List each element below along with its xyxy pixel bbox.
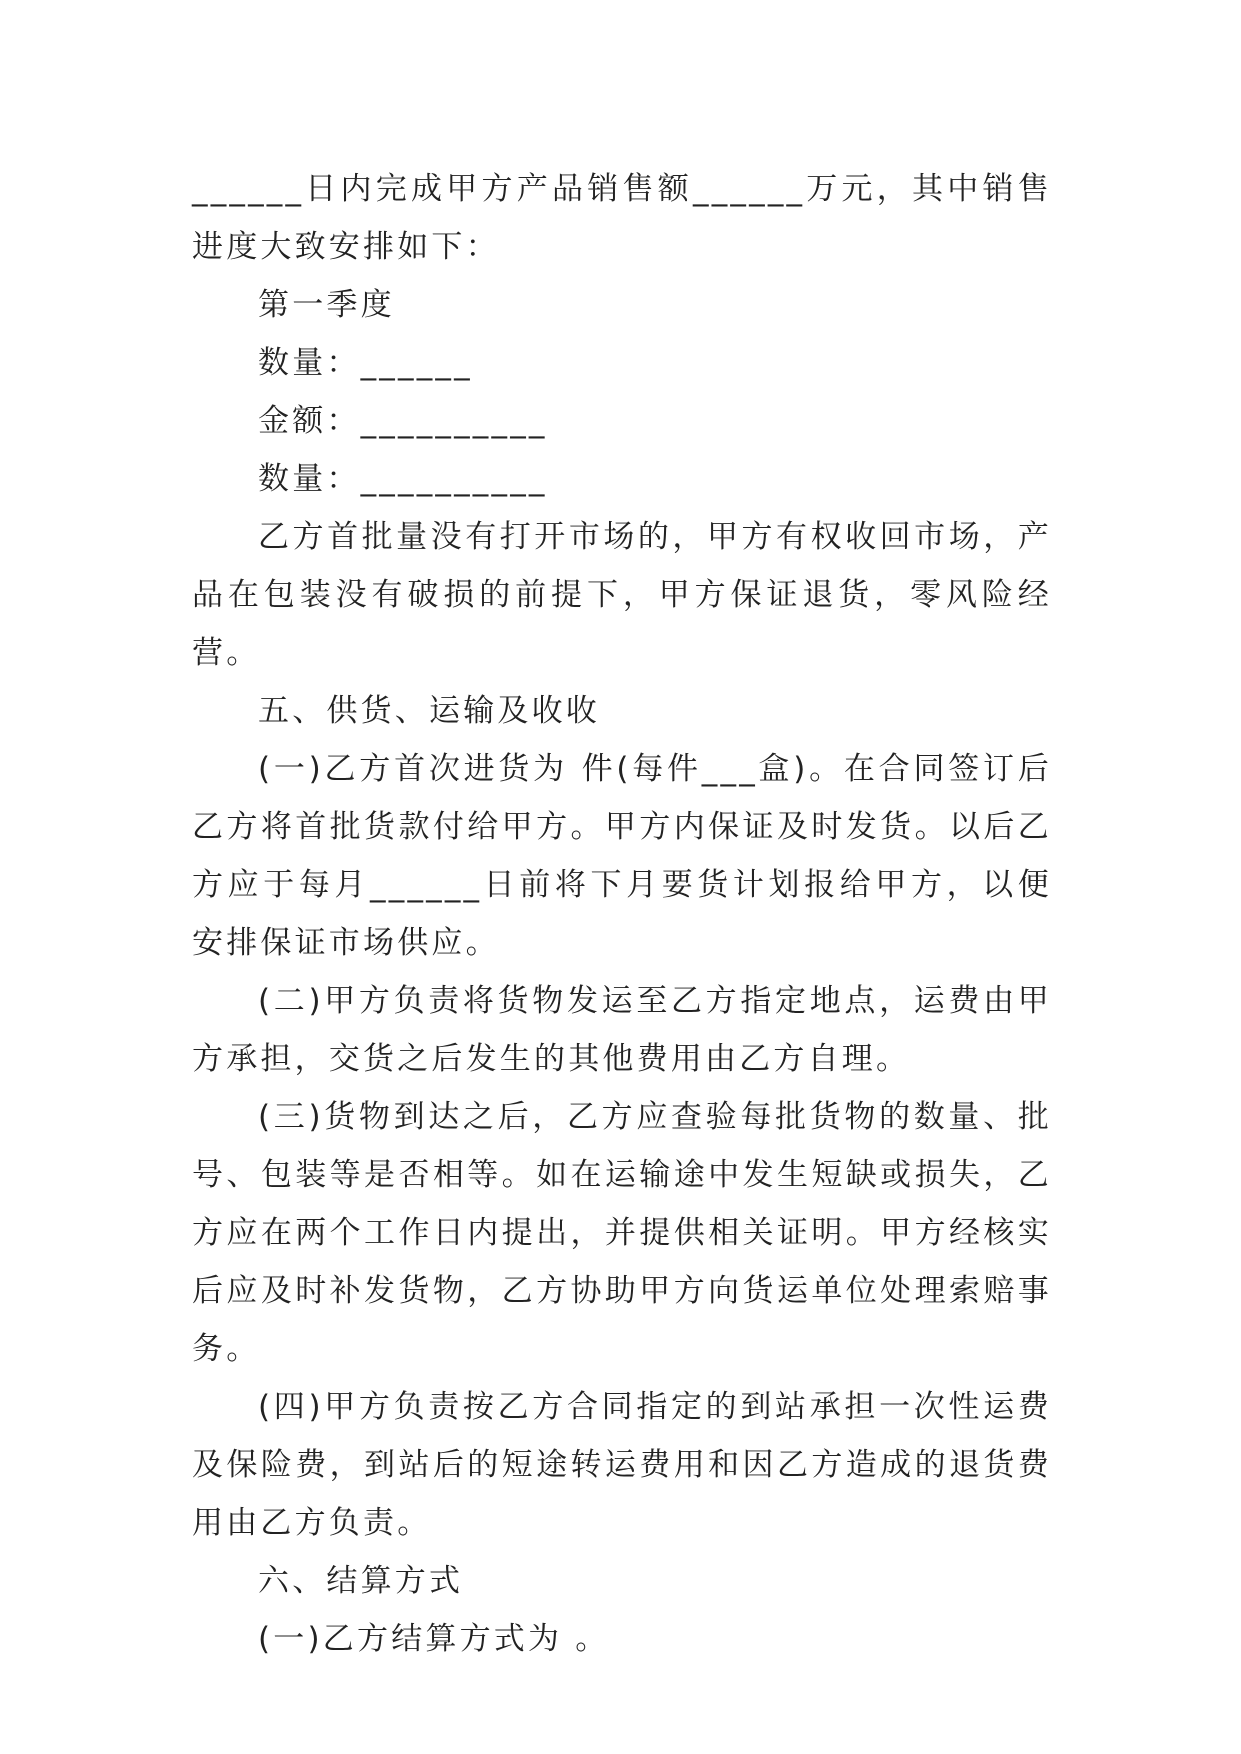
section-heading-settlement: 六、结算方式 [258,1563,464,1599]
clause-supply-1: (一)乙方首次进货为 件(每件___盒)。在合同签订后乙方将首批货款付给甲方。甲方内保证及时发货。以后乙方应于每月______日前将下月要货计划报给甲方，以便安排保证市场供应。 [192,751,1052,961]
document-body [192,160,1052,1668]
clause-supply-2: (二)甲方负责将货物发运至乙方指定地点，运费由甲方承担，交货之后发生的其他费用由乙方自理。 [192,983,1052,1077]
paragraph-quantity-1: 数量：______ [258,345,473,381]
paragraph-first-quarter: 第一季度 [258,287,395,323]
clause-supply-3: (三)货物到达之后，乙方应查验每批货物的数量、批号、包装等是否相等。如在运输途中发生短缺或损失，乙方应在两个工作日内提出，并提供相关证明。甲方经核实后应及时补发货物，乙方协助甲方向货运单位处理索赔事务。 [192,1099,1052,1367]
clause-supply-4: (四)甲方负责按乙方合同指定的到站承担一次性运费及保险费，到站后的短途转运费用和因乙方造成的退货费用由乙方负责。 [192,1389,1052,1541]
clause-settlement-1: (一)乙方结算方式为 。 [258,1621,610,1657]
paragraph-return-policy: 乙方首批量没有打开市场的，甲方有权收回市场，产品在包装没有破损的前提下，甲方保证退货，零风险经营。 [192,519,1052,671]
paragraph-amount: 金额：__________ [258,403,548,439]
paragraph-quantity-2: 数量：__________ [258,461,548,497]
paragraph-sales-target: ______日内完成甲方产品销售额______万元，其中销售进度大致安排如下： [192,171,1052,265]
section-heading-supply: 五、供货、运输及收收 [258,693,600,729]
